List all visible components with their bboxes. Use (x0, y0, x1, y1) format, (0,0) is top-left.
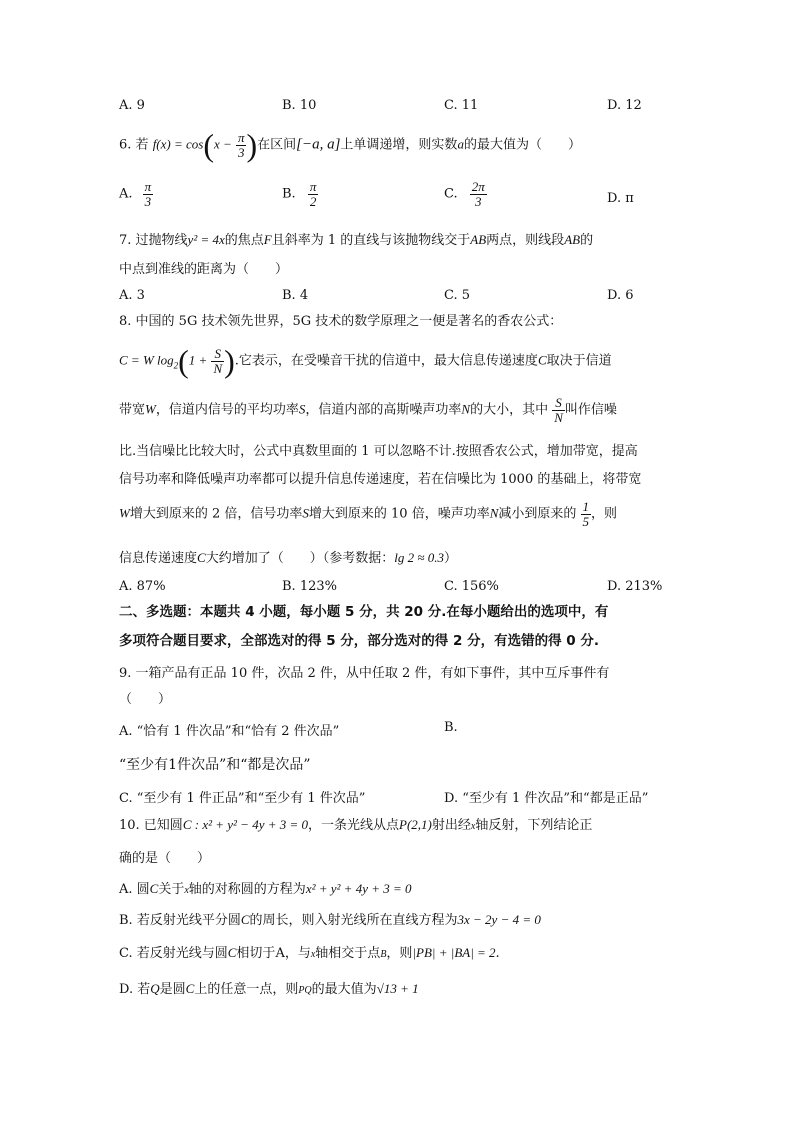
q8-option-c: C. 156% (444, 579, 499, 594)
q9-option-c: C. “至少有 1 件正品”和“至少有 1 件次品” (119, 791, 366, 806)
question-7-line-2: 中点到准线的距离为（ ） (119, 262, 289, 277)
q7-option-b: B. 4 (282, 288, 309, 303)
q5-option-b: B. 10 (282, 98, 317, 113)
q10-option-d: D. 若Q是圆C上的任意一点，则PQ的最大值为√13 + 1 (119, 981, 419, 997)
q6-fraction: $\frac{\pi}{3}$ (237, 130, 245, 160)
q5-option-c: C. 11 (444, 98, 479, 113)
q6-option-d: D. π (607, 191, 634, 206)
question-8-line-7: 信息传递速度C大约增加了（ ）（参考数据：lg 2 ≈ 0.3） (119, 550, 457, 566)
q7-option-d: D. 6 (607, 288, 634, 303)
q9-option-a: A. “恰有 1 件次品”和“恰有 2 件次品” (119, 724, 340, 739)
q5-option-a: A. 9 (119, 98, 145, 113)
q6-inner: x − (214, 136, 232, 152)
q7-option-c: C. 5 (444, 288, 471, 303)
q6-option-c: C. $\frac{2\pi}{3}$ (444, 179, 485, 209)
section-2-heading-line-1: 二、多选题：本题共 4 小题，每小题 5 分，共 20 分.在每小题给出的选项中，有 (119, 604, 609, 620)
q10-option-c: C. 若反射光线与圆C相切于A，与x轴相交于点B，则|PB| + |BA| = 2. (119, 945, 500, 961)
q9-option-b-label: B. (444, 720, 458, 735)
question-8-line-4: 比.当信噪比比较大时，公式中真数里面的 1 可以忽略不计.按照香农公式，增加带宽，提高 (119, 444, 638, 459)
question-8-line-1: 8. 中国的 5G 技术领先世界，5G 技术的数学原理之一便是著名的香农公式： (119, 314, 563, 329)
section-2-heading-line-2: 多项符合题目要求，全部选对的得 5 分，部分选对的得 2 分，有选错的得 0 分. (119, 633, 600, 649)
q9-option-b-text: “至少有1件次品”和“都是次品” (119, 757, 311, 773)
q6-paren-close: ) (246, 127, 258, 163)
question-8-line-5: 信号功率和降低噪声功率都可以提升信息传递速度，若在信噪比为 1000 的基础上，将带宽 (119, 472, 642, 487)
q6-end: 的最大值为（ ） (463, 137, 581, 153)
q6-paren-open: ( (203, 127, 214, 163)
question-10-line-1: 10. 已知圆C : x² + y² − 4y + 3 = 0，一条光线从点P(2,1)射出经x轴反射，下列结论正 (119, 817, 593, 833)
question-6 (119, 126, 581, 164)
q9-option-d: D. “至少有 1 件次品”和“都是正品” (444, 791, 649, 806)
shannon-formula-left: C = W log (119, 352, 174, 368)
q6-func: f(x) = cos (152, 136, 204, 152)
q8-option-d: D. 213% (607, 579, 663, 594)
q7-option-a: A. 3 (119, 288, 145, 303)
question-8-line-6: W增大到原来的 2 倍，信号功率S增大到原来的 10 倍，噪声功率N减小到原来的 $\frac{1}{5}$ ，则 (119, 499, 618, 529)
question-8-formula-line: C = W $\log_2(1$ + $\frac{S}{N}$ ).它表示，在受噪音干扰的信道中，最大信息传递速度C取决于信道 (119, 343, 612, 379)
q6-suffix: 上单调递增，则实数 (340, 137, 458, 153)
q6-option-a: A. $\frac{\pi}{3}$ (119, 179, 152, 209)
q6-interval: [−a, a] (296, 136, 341, 153)
q6-var: a (457, 136, 464, 152)
q6-mid: 在区间 (257, 137, 297, 153)
q8-option-a: A. 87% (119, 579, 166, 594)
q10-option-a: A. 圆C关于x轴的对称圆的方程为x² + y² + 4y + 3 = 0 (119, 881, 412, 897)
question-9-line-2: （ ） (119, 692, 172, 707)
question-9-line-1: 9. 一箱产品有正品 10 件，次品 2 件，从中任取 2 件，有如下事件，其中互斥事件有 (119, 666, 610, 681)
question-7-line-1: 7. 过抛物线y² = 4x的焦点F且斜率为 1 的直线与该抛物线交于AB两点，则线段AB的 (119, 232, 594, 248)
q6-prefix: 6. 若 (119, 137, 149, 153)
question-8-line-3: 带宽W，信道内信号的平均功率S，信道内部的高斯噪声功率N的大小，其中 $\frac{S}{N}$ 叫作信噪 (119, 395, 617, 425)
q5-option-d: D. 12 (607, 98, 642, 113)
q10-option-b: B. 若反射光线平分圆C的周长，则入射光线所在直线方程为3x − 2y − 4 = 0 (119, 912, 541, 928)
question-10-line-2: 确的是（ ） (119, 851, 211, 866)
q6-option-b: B. $\frac{\pi}{2}$ (282, 179, 317, 209)
q8-option-b: B. 123% (282, 579, 337, 594)
